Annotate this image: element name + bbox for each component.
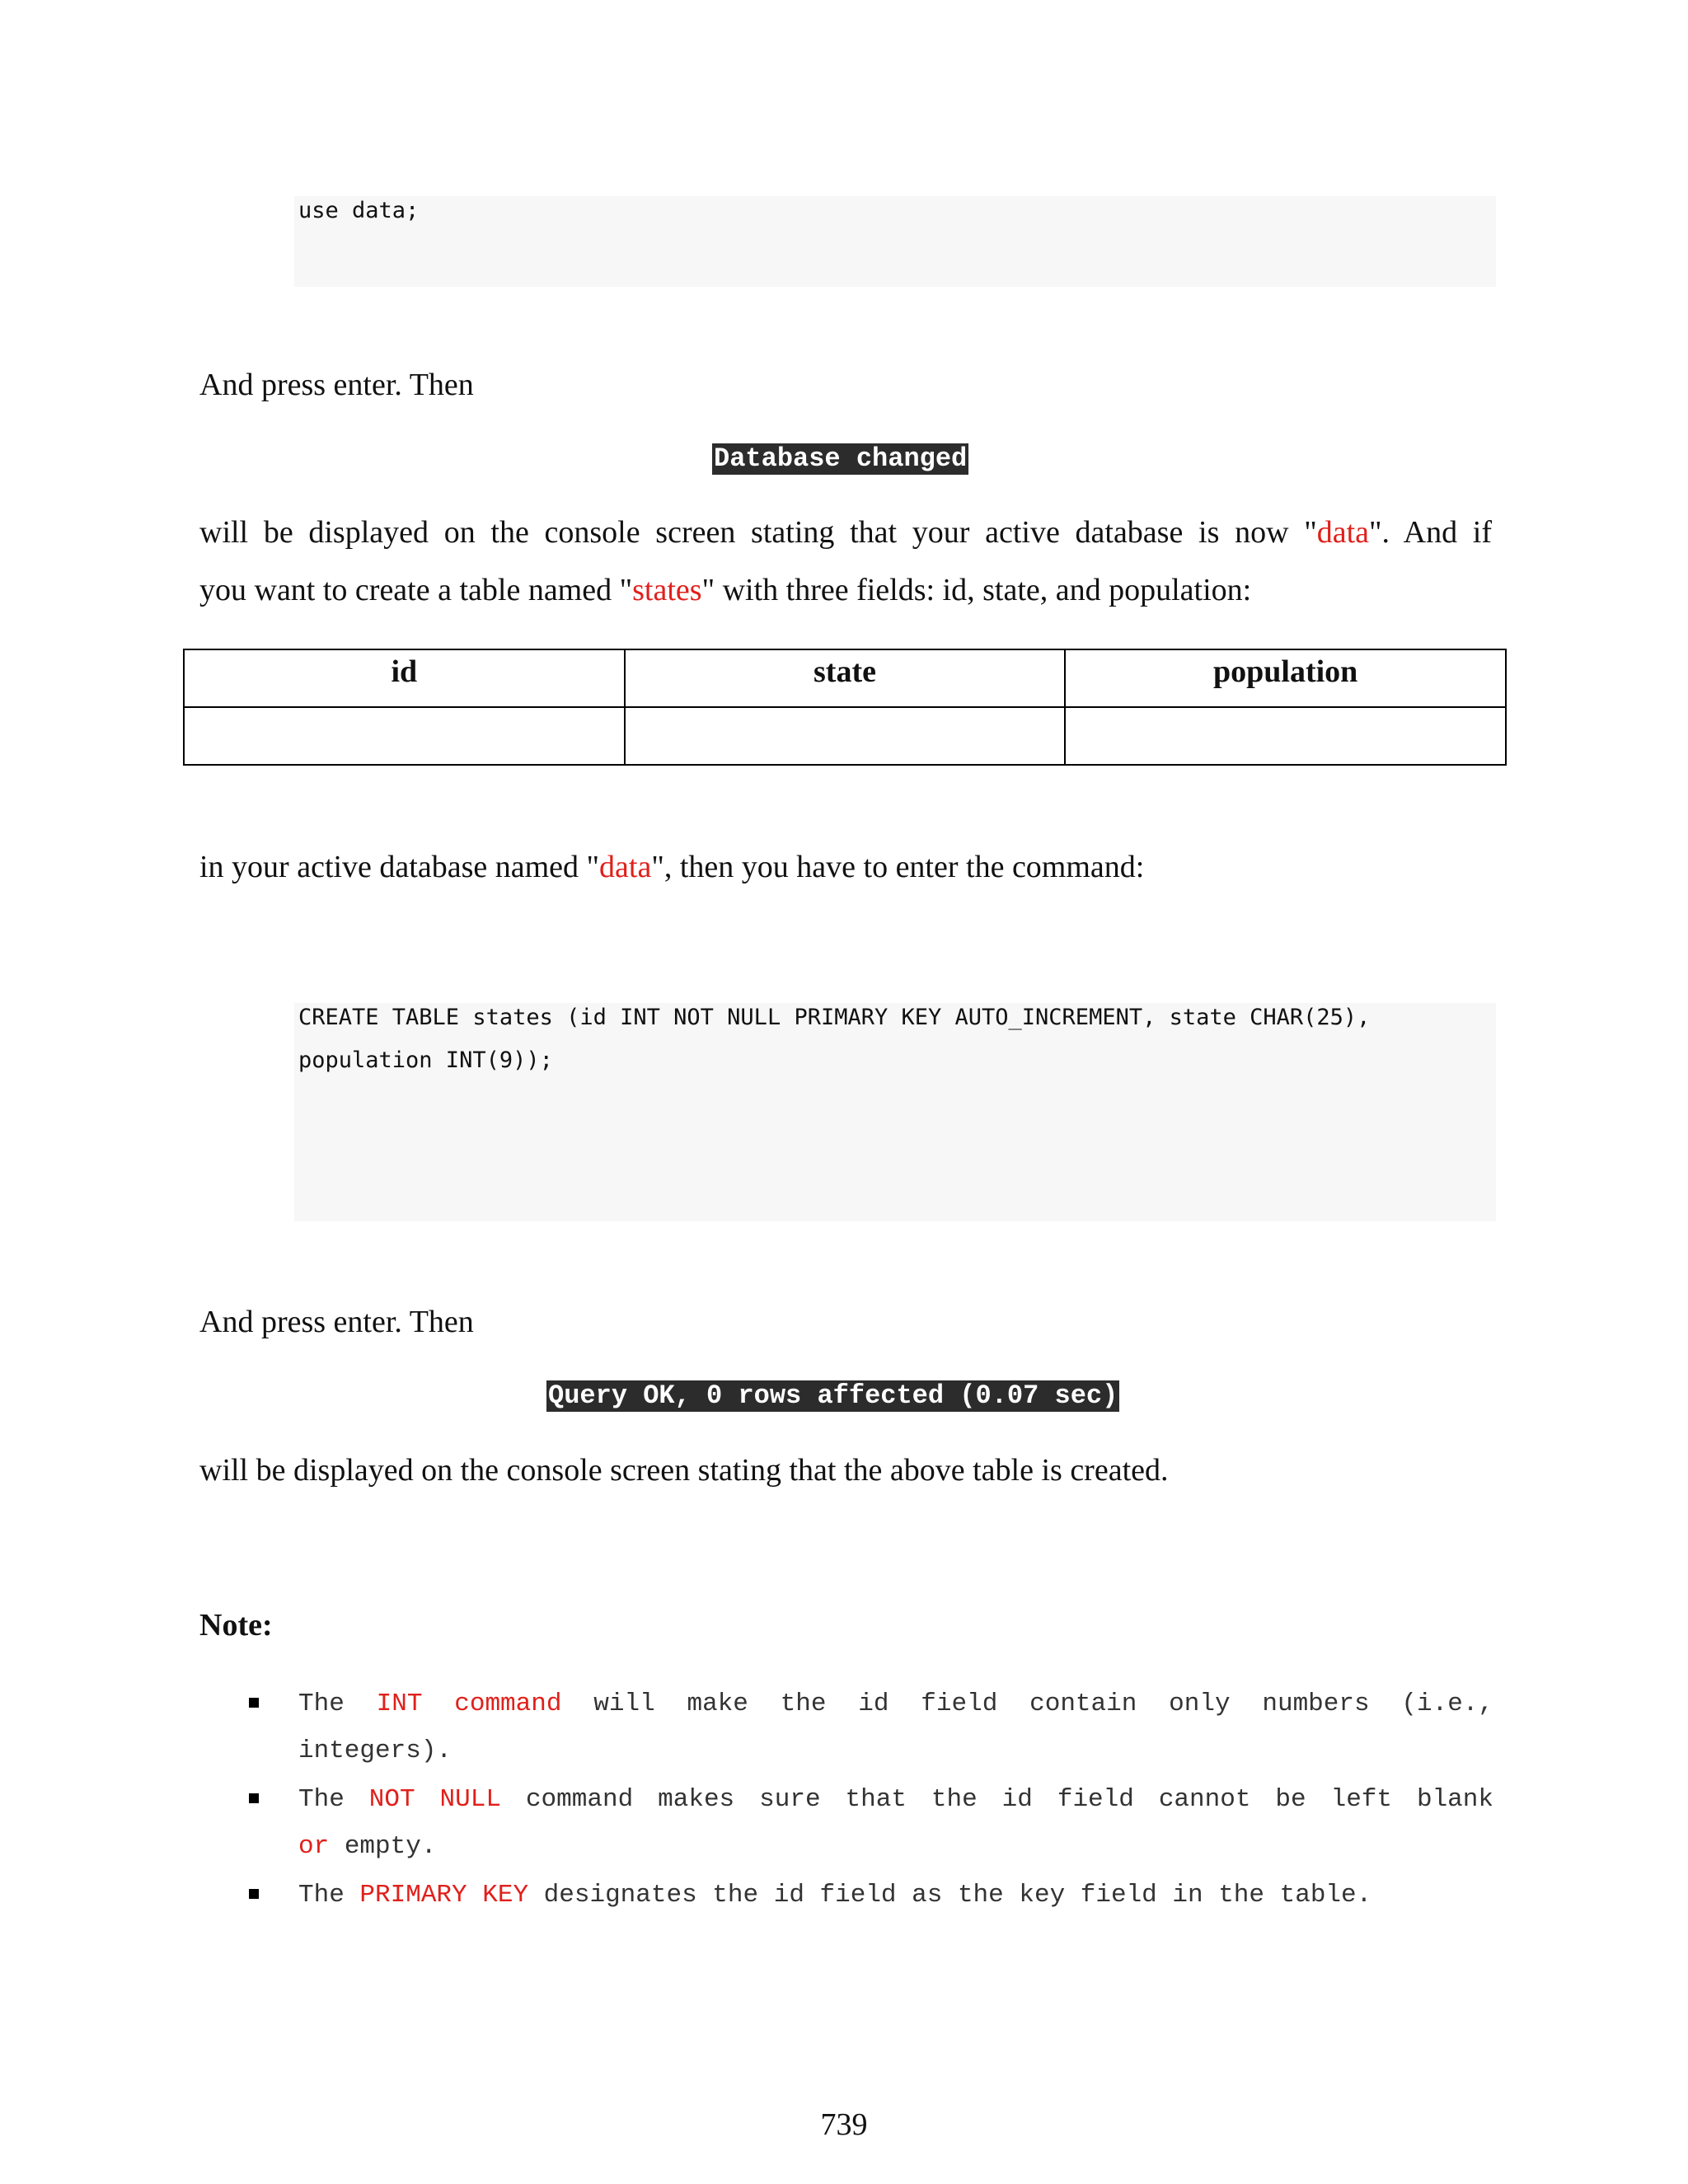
paragraph-line: will be displayed on the console screen stating that the above table is created. [199,1453,1169,1488]
note-line: The PRIMARY KEY designates the id field as the key field in the table. [298,1881,1372,1910]
page-number: 739 [820,2107,868,2142]
paragraph-line: will be displayed on the console screen stating that your active database is now "data". And if [199,515,1492,550]
press-enter-text: And press enter. Then [199,1305,474,1339]
fields-table [183,649,1507,766]
press-enter-text: And press enter. Then [199,368,474,402]
highlight-states: states [632,573,702,607]
code-line: use data; [298,198,420,223]
highlight-data: data [1316,515,1370,550]
paragraph-line: you want to create a table named "states" with three fields: id, state, and population: [199,573,1252,607]
highlight-data: data [599,850,652,884]
table-cell [625,707,1066,765]
table-cell [1065,707,1506,765]
table-header: id [184,649,625,707]
code-line: population INT(9)); [298,1047,553,1073]
code-block-create-table [294,1003,1496,1221]
table-row [184,707,1506,765]
note-line: The INT command will make the id field contain only numbers (i.e., [298,1690,1494,1718]
code-block-use-data [294,196,1496,287]
bullet-icon [249,1889,259,1899]
paragraph-line: in your active database named "data", then you have to enter the command: [199,850,1145,884]
table-cell [184,707,625,765]
console-output-database-changed: Database changed [714,443,968,474]
console-output-query-ok: Query OK, 0 rows affected (0.07 sec) [548,1380,1118,1411]
note-line: integers). [298,1736,452,1765]
bullet-icon [249,1698,259,1708]
code-line: CREATE TABLE states (id INT NOT NULL PRIMARY KEY AUTO_INCREMENT, state CHAR(25), [298,1005,1371,1030]
bullet-icon [249,1793,259,1803]
note-heading: Note: [199,1608,273,1643]
table-header: population [1065,649,1506,707]
table-header-row [184,649,1506,707]
table-header: state [625,649,1066,707]
note-line: or empty. [298,1832,437,1861]
note-line: The NOT NULL command makes sure that the id field cannot be left blank [298,1785,1493,1814]
